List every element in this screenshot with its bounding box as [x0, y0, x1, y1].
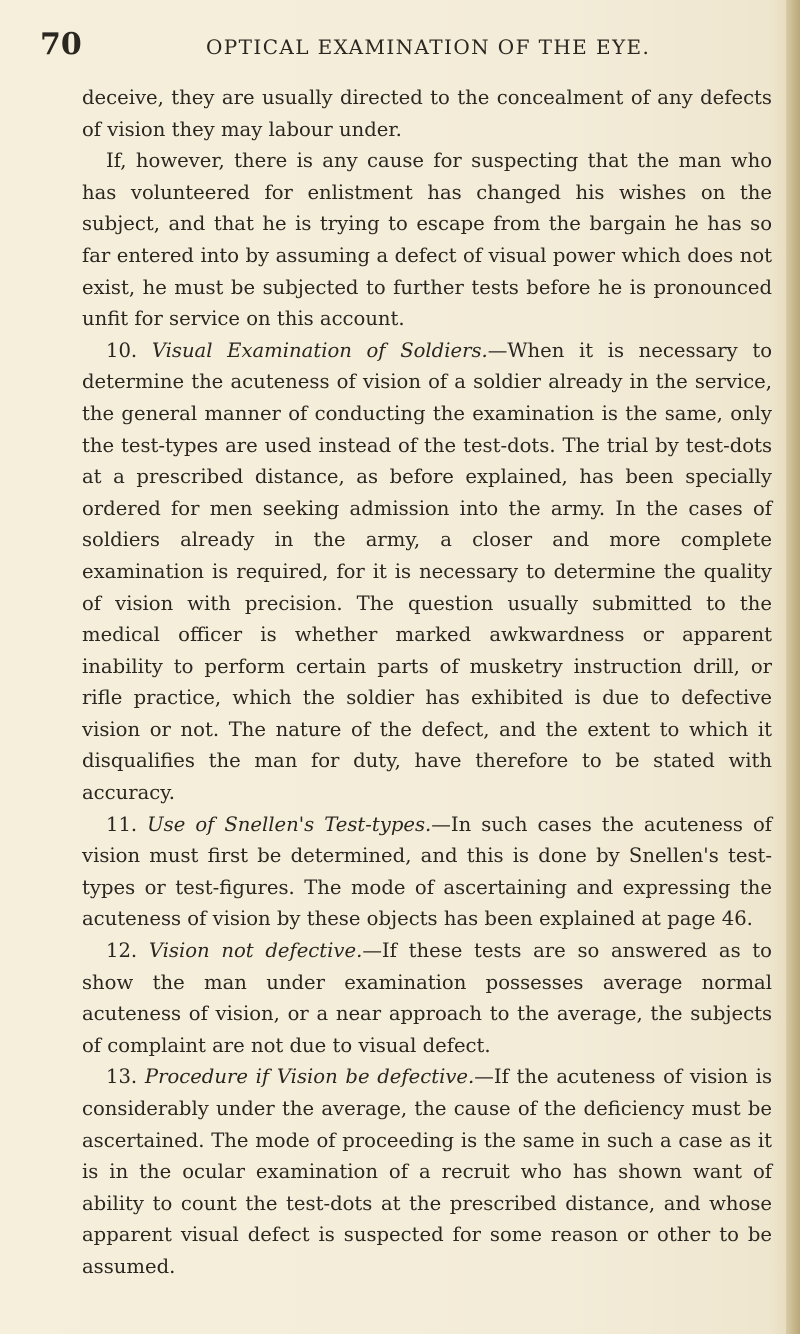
paragraph	[82, 145, 772, 335]
section-heading: Procedure if Vision be defective.	[144, 1065, 475, 1089]
paragraph-text: deceive, they are usually directed to the concealment of any defects of vision they may labour under.	[82, 86, 772, 141]
section-13-paragraph	[82, 1061, 772, 1282]
paragraph-text: —When it is necessary to determine the acuteness of vision of a soldier already in the service, the general manner of conducting the examination is the same, only the test-types are used instead of the test-dots. The trial by test-dots at a prescribed distance, as before explained, has been specially ordered for men seeking admission into the army. In the cases of soldiers already in the army, a closer and more complete examination is required, for it is necessary to determine the quality of vision with precision. The question usually submitted to the medical officer is whether marked awkwardness or apparent inability to perform certain parts of musketry instruction drill, or rifle practice, which the soldier has exhibited is due to defective vision or not. The nature of the defect, and the extent to which it disqualifies the man for duty, have therefore to be stated with accuracy.	[82, 338, 772, 805]
section-number: 10.	[106, 338, 138, 362]
paragraph-text: —If the acuteness of vision is considerably under the average, the cause of the deficiency must be ascertained. The mode of proceeding is the same in such a case as it is in the ocular examination of a recruit who has shown want of ability to count the test-dots at the prescribed distance, and whose apparent visual defect is suspected for some reason or other to be assumed.	[82, 1065, 772, 1278]
section-heading: Visual Examination of Soldiers.	[151, 338, 488, 362]
paragraph-text: —If these tests are so answered as to show the man under examination possesses average normal acuteness of vision, or a near approach to the average, the subjects of complaint are not due to visual defect.	[82, 939, 772, 1057]
section-number: 13.	[106, 1065, 138, 1089]
section-11-paragraph	[82, 809, 772, 935]
paragraph	[82, 82, 772, 145]
section-10-paragraph	[82, 335, 772, 809]
paragraph-text: —In such cases the acuteness of vision must first be determined, and this is done by Snellen's test-types or test-figures. The mode of ascertaining and expressing the acuteness of vision by these objects has been explained at page 46.	[82, 812, 772, 931]
section-heading: Vision not defective.	[148, 939, 363, 963]
running-head	[40, 28, 760, 68]
paragraph-text: If, however, there is any cause for suspecting that the man who has volunteered for enlistment has changed his wishes on the subject, and that he is trying to escape from the bargain he has so far entered into by assuming a defect of visual power which does not exist, he must be subjected to further tests before he is pronounced unfit for service on this account.	[82, 149, 772, 331]
section-number: 12.	[106, 939, 138, 963]
section-12-paragraph	[82, 935, 772, 1061]
section-number: 11.	[106, 812, 138, 836]
body-text	[82, 82, 772, 1283]
running-title: OPTICAL EXAMINATION OF THE EYE.	[206, 35, 651, 59]
page-number: 70	[40, 27, 82, 62]
section-heading: Use of Snellen's Test-types.	[147, 812, 432, 836]
page-edge-strip	[786, 0, 800, 1334]
